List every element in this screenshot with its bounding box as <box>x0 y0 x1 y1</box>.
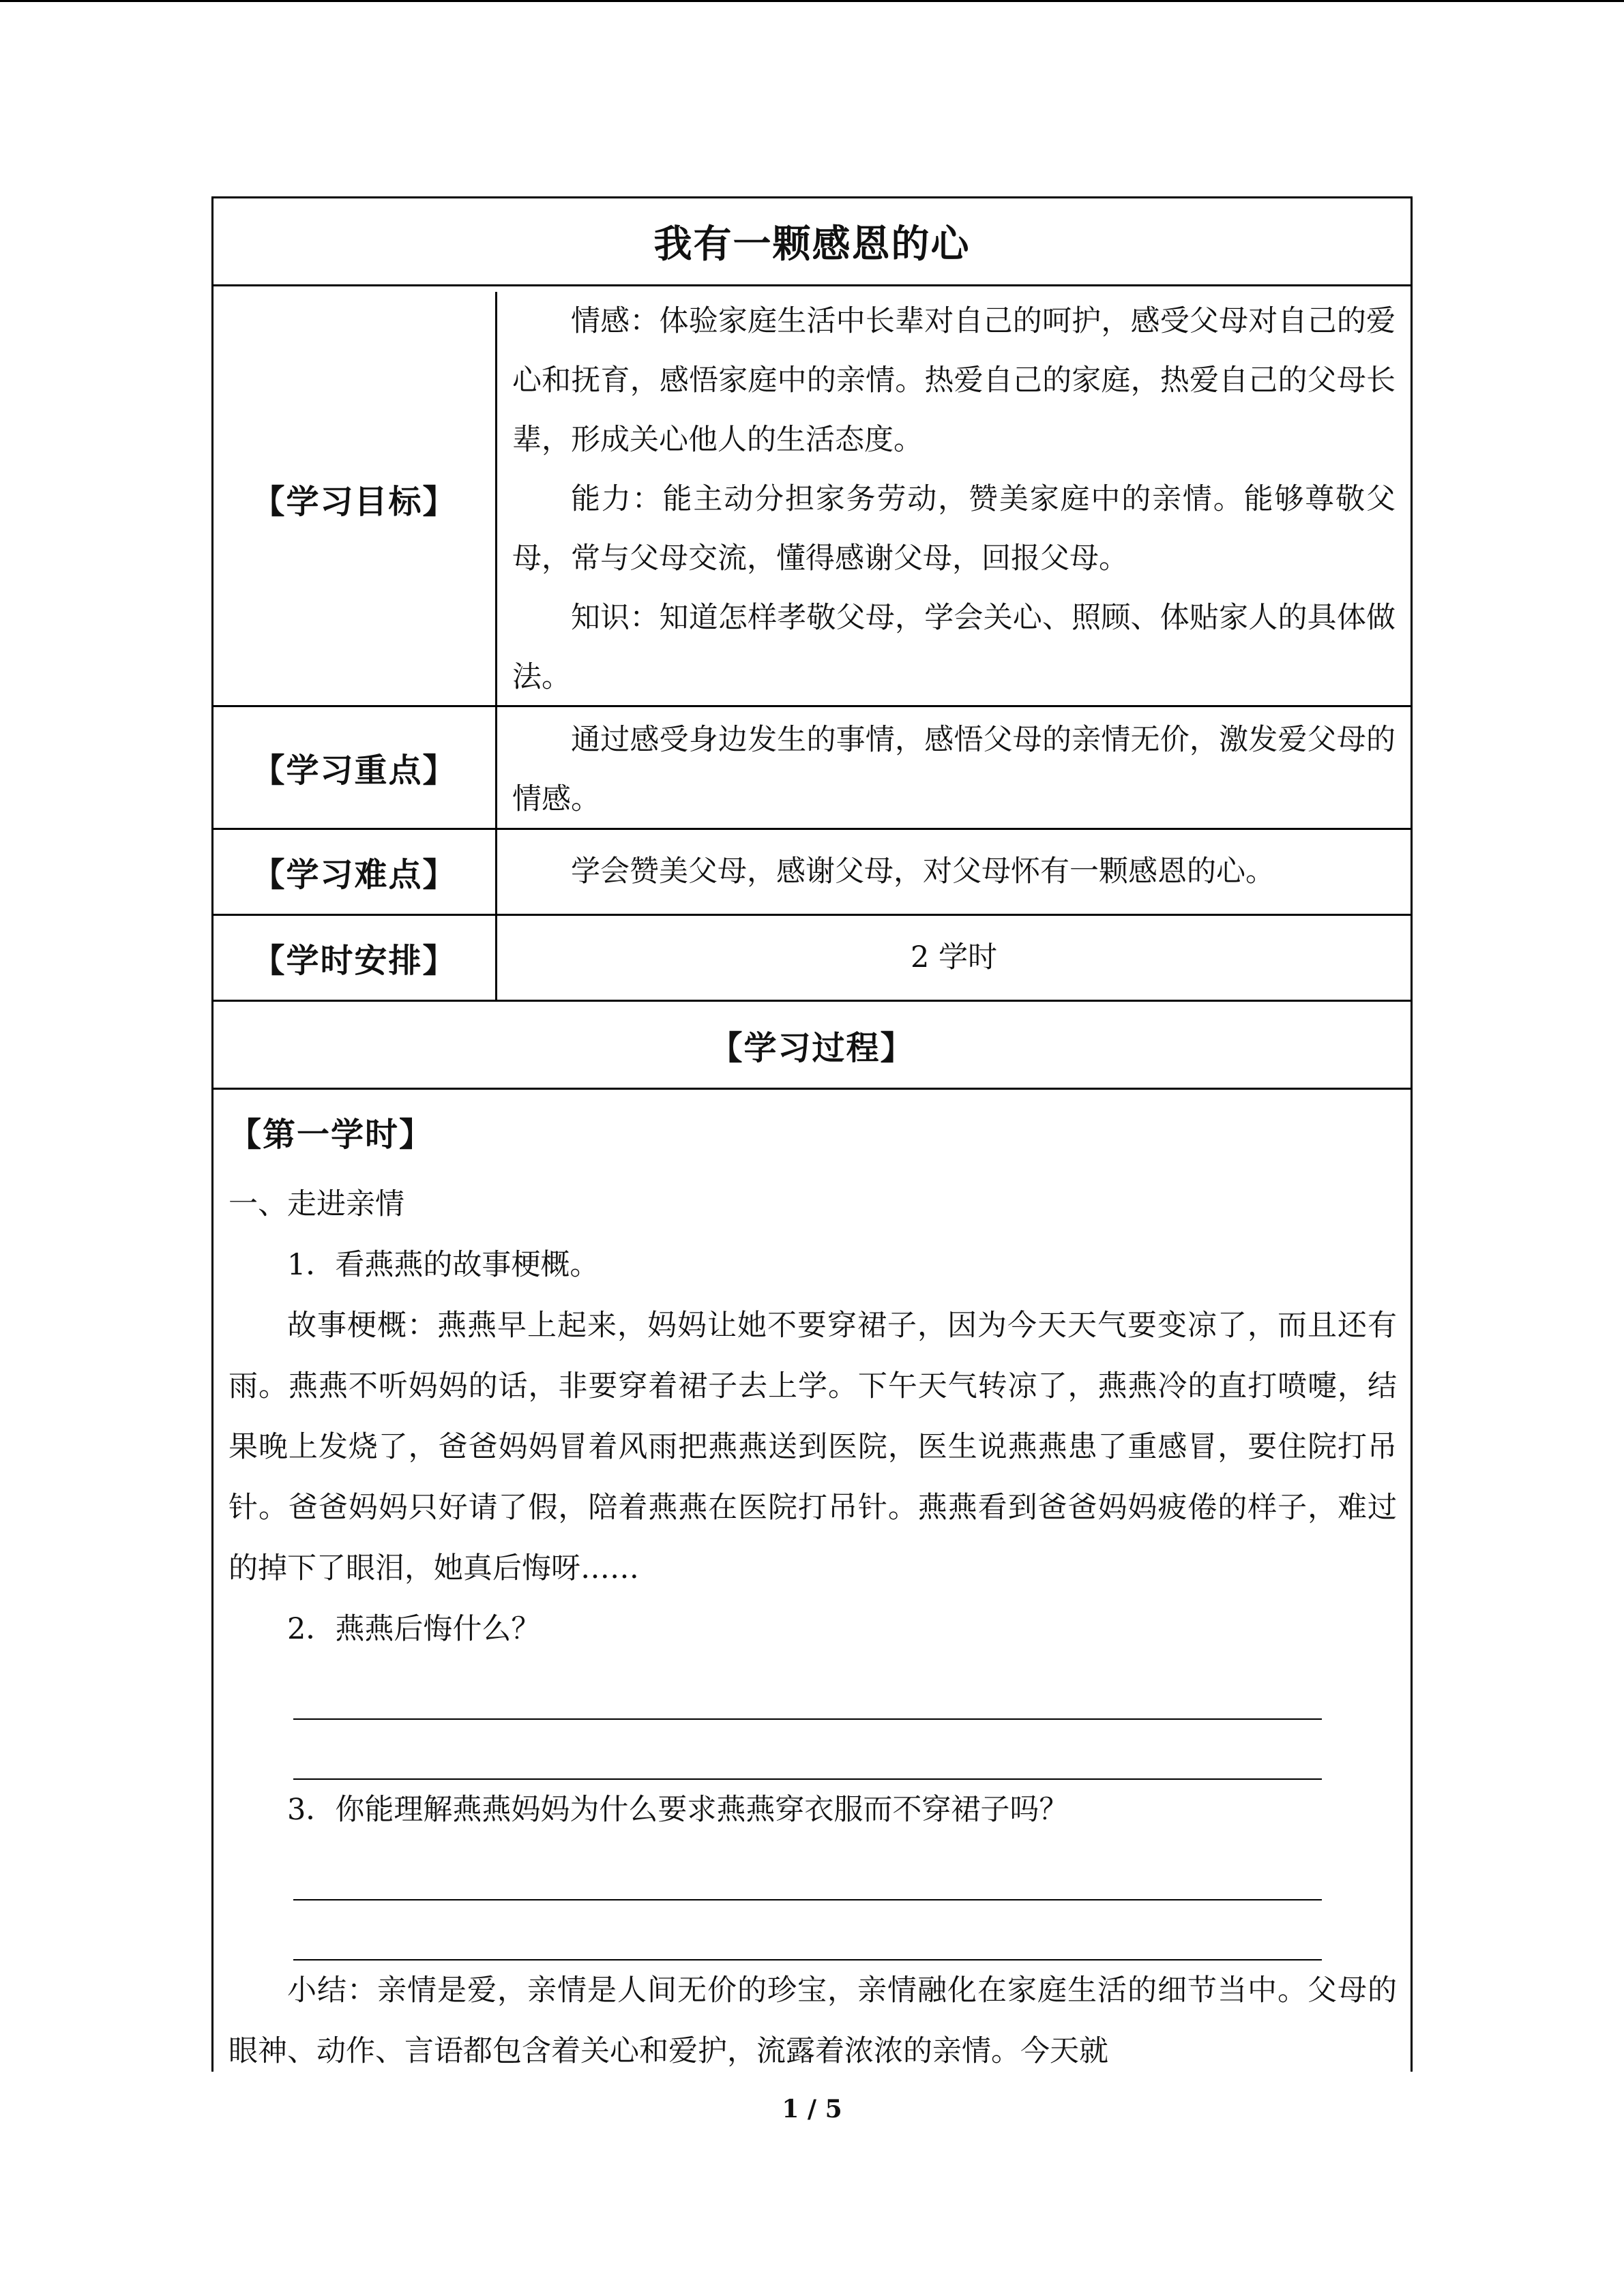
answer-line <box>293 1660 1322 1720</box>
process-heading: 【学习过程】 <box>213 1002 1411 1090</box>
difficulties-row <box>213 830 1411 916</box>
objective-knowledge: 知识：知道怎样孝敬父母，学会关心、照顾、体贴家人的具体做法。 <box>512 601 1396 694</box>
key-points-content <box>497 707 1411 828</box>
session-heading: 【第一学时】 <box>228 1115 434 1154</box>
question-2: 2．燕燕后悔什么？ <box>287 1612 541 1646</box>
answer-line <box>293 1720 1322 1780</box>
summary-text: 小结：亲情是爱，亲情是人间无价的珍宝，亲情融化在家庭生活的细节当中。父母的眼神、动作、言语都包含着关心和爱护，流露着浓浓的亲情。今天就 <box>228 1973 1397 2068</box>
difficulties-label: 【学习难点】 <box>213 830 497 914</box>
objectives-row <box>213 286 1411 707</box>
objective-emotion: 情感：体验家庭生活中长辈对自己的呵护，感受父母对自己的爱心和抚育，感悟家庭中的亲情。热爱自己的家庭，热爱自己的父母长辈，形成关心他人的生活态度。 <box>512 304 1396 457</box>
question-1: 1．看燕燕的故事梗概。 <box>287 1248 600 1282</box>
key-points-row <box>213 707 1411 830</box>
section-heading: 一、走进亲情 <box>228 1187 404 1221</box>
objectives-content <box>497 292 1411 705</box>
top-rule <box>0 0 1624 2</box>
schedule-text: 2 学时 <box>910 940 998 974</box>
answer-line <box>293 1900 1322 1960</box>
story-text: 故事梗概：燕燕早上起来，妈妈让她不要穿裙子，因为今天天气要变凉了，而且还有雨。燕燕不听妈妈的话，非要穿着裙子去上学。下午天气转凉了，燕燕冷的直打喷嚏，结果晚上发烧了，爸爸妈妈冒着风雨把燕燕送到医院，医生说燕燕患了重感冒，要住院打吊针。爸爸妈妈只好请了假，陪着燕燕在医院打吊针。燕燕看到爸爸妈妈疲倦的样子，难过的掉下了眼泪，她真后悔呀…… <box>228 1309 1397 1585</box>
objectives-label: 【学习目标】 <box>213 292 497 705</box>
key-points-label: 【学习重点】 <box>213 707 497 828</box>
process-body <box>213 1090 1411 2082</box>
key-points-text: 通过感受身边发生的事情，感悟父母的亲情无价，激发爱父母的情感。 <box>512 723 1396 816</box>
schedule-content <box>497 916 1411 1000</box>
page-title: 我有一颗感恩的心 <box>653 222 971 267</box>
question-3: 3．你能理解燕燕妈妈为什么要求燕燕穿衣服而不穿裙子吗？ <box>287 1793 1069 1827</box>
title-row <box>213 198 1411 286</box>
page-number: 1 / 5 <box>782 2095 842 2123</box>
answer-line <box>293 1840 1322 1900</box>
difficulties-text: 学会赞美父母，感谢父母，对父母怀有一颗感恩的心。 <box>571 854 1275 889</box>
schedule-label: 【学时安排】 <box>213 916 497 1000</box>
difficulties-content <box>497 830 1411 914</box>
objective-ability: 能力：能主动分担家务劳动，赞美家庭中的亲情。能够尊敬父母，常与父母交流，懂得感谢父母，回报父母。 <box>512 482 1396 576</box>
lesson-table <box>211 196 1413 2072</box>
schedule-row <box>213 916 1411 1002</box>
